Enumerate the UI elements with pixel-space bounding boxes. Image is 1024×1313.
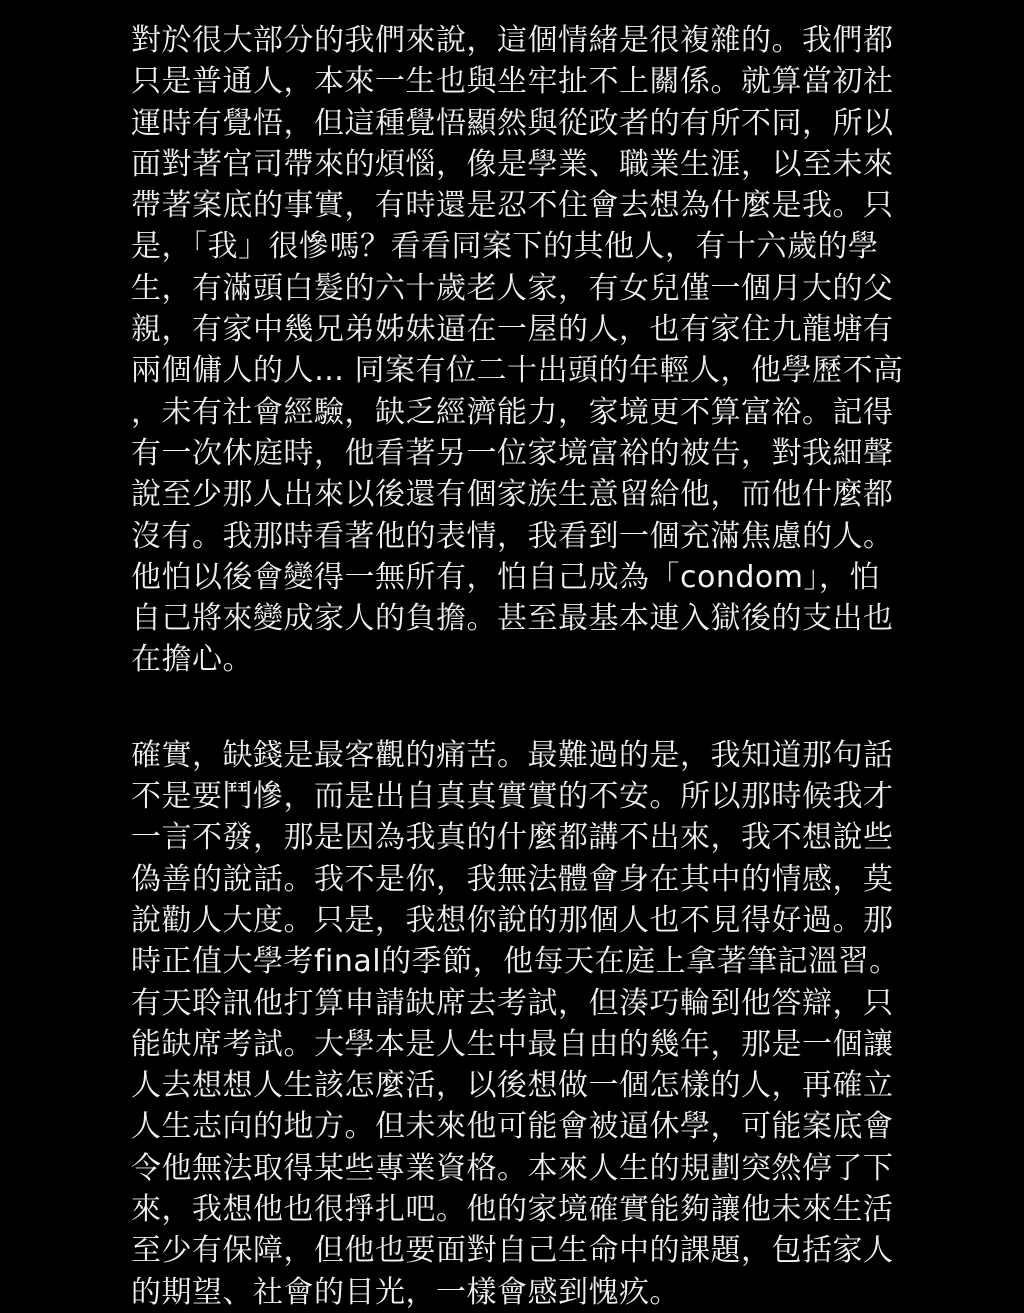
text-line: 人去想想人生該怎麼活，以後想做一個怎樣的人，再確立 (131, 1068, 894, 1104)
text-line: 自己將來變成家人的負擔。甚至最基本連入獄後的支出也 (131, 601, 894, 637)
text-line: 帶著案底的事實，有時還是忍不住會去想為什麼是我。只 (131, 188, 894, 224)
text-line: 在擔心。 (131, 642, 253, 678)
paragraph-2 (131, 735, 901, 1313)
text-document (131, 20, 904, 1313)
text-line: 有天聆訊他打算申請缺席去考試，但湊巧輪到他答辯，只 (131, 985, 894, 1021)
text-line: ，未有社會經驗，缺乏經濟能力，家境更不算富裕。記得 (131, 394, 894, 430)
text-line: 親，有家中幾兄弟姊妹逼在一屋的人，也有家住九龍塘有 (131, 312, 894, 348)
text-line: 至少有保障，但他也要面對自己生命中的課題，包括家人 (131, 1233, 894, 1269)
text-line: 人生志向的地方。但未來他可能會被逼休學，可能案底會 (131, 1109, 894, 1145)
text-line: 運時有覺悟，但這種覺悟顯然與從政者的有所不同，所以 (131, 105, 894, 141)
text-line: 確實，缺錢是最客觀的痛苦。最難過的是，我知道那句話 (131, 737, 894, 773)
text-line: 他怕以後會變得一無所有，怕自己成為「condom」，怕 (131, 559, 880, 595)
text-line: 面對著官司帶來的煩惱，像是學業、職業生涯，以至未來 (131, 146, 894, 182)
paragraph-gap (131, 681, 901, 735)
text-line: 是，「我」很慘嗎？看看同案下的其他人，有十六歲的學 (131, 229, 879, 265)
text-line: 對於很大部分的我們來說，這個情緒是很複雜的。我們都 (131, 23, 894, 58)
text-line: 說勸人大度。只是，我想你說的那個人也不見得好過。那 (131, 902, 894, 938)
text-line: 不是要鬥慘，而是出自真真實實的不安。所以那時候我才 (131, 779, 894, 815)
text-line: 一言不發，那是因為我真的什麼都講不出來，我不想說些 (131, 820, 894, 856)
text-line: 生，有滿頭白髮的六十歲老人家，有女兒僅一個月大的父 (131, 270, 894, 306)
text-line: 說至少那人出來以後還有個家族生意留給他，而他什麼都 (131, 477, 894, 513)
text-line: 能缺席考試。大學本是人生中最自由的幾年，那是一個讓 (131, 1026, 894, 1062)
text-line: 偽善的說話。我不是你，我無法體會身在其中的情感，莫 (131, 861, 894, 897)
text-line: 來，我想他也很掙扎吧。他的家境確實能夠讓他未來生活 (131, 1192, 894, 1228)
text-line: 時正值大學考final的季節，他每天在庭上拿著筆記溫習。 (131, 944, 900, 980)
text-line: 的期望、社會的目光，一樣會感到愧疚。 (131, 1274, 680, 1310)
text-line: 只是普通人，本來一生也與坐牢扯不上關係。就算當初社 (131, 64, 894, 100)
text-line: 沒有。我那時看著他的表情，我看到一個充滿焦慮的人。 (131, 518, 894, 554)
text-line: 兩個傭人的人… 同案有位二十出頭的年輕人，他學歷不高 (131, 353, 904, 389)
paragraph-1 (131, 20, 904, 681)
text-line: 有一次休庭時，他看著另一位家境富裕的被告，對我細聲 (131, 435, 894, 471)
text-line: 令他無法取得某些專業資格。本來人生的規劃突然停了下 (131, 1150, 894, 1186)
